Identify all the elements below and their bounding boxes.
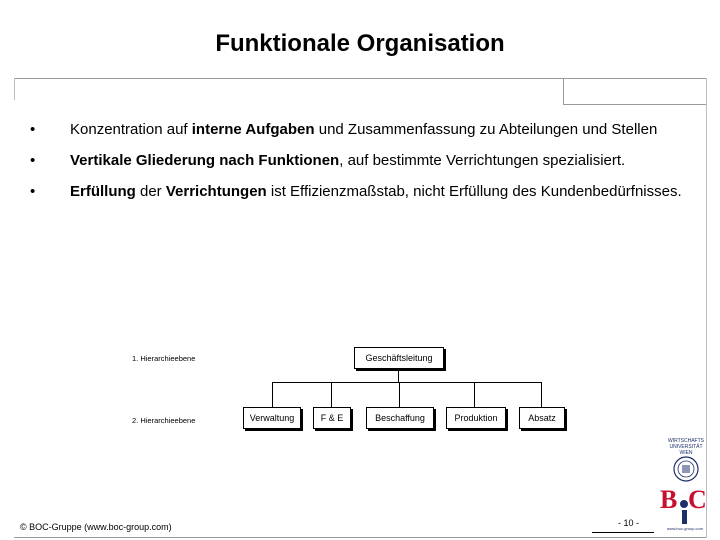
org-connector-horizontal [272,382,542,383]
org-box-department: Produktion [446,407,506,429]
svg-text:www.boc-group.com: www.boc-group.com [666,526,704,531]
copyright-footer: © BOC-Gruppe (www.boc-group.com) [20,522,172,532]
org-box-department: Beschaffung [366,407,434,429]
bullet-dot: • [30,152,36,169]
org-box-top: Geschäftsleitung [354,347,444,369]
org-connector-drop [541,382,542,407]
level1-label: 1. Hierarchieebene [132,354,196,363]
bold-phrase: Verrichtungen [165,183,267,200]
bullet-dot: • [30,121,36,138]
bullet-item: • Erfüllung der Verrichtungen ist Effizienzmaßstab, nicht Erfüllung des Kundenbedürfnisses. [30,183,682,200]
university-seal-logo [656,436,716,482]
org-connector-drop [331,382,332,407]
org-connector-vertical [398,369,399,382]
svg-text:B: B [660,485,678,514]
bold-phrase: Vertikale Gliederung nach Funktionen [70,152,340,169]
bold-phrase: interne Aufgaben [191,121,315,138]
org-connector-drop [474,382,475,407]
bold-phrase: Erfüllung [70,183,136,200]
page-title: Funktionale Organisation [215,30,505,57]
org-connector-drop [272,382,273,407]
bullet-item: • Konzentration auf interne Aufgaben und Zusammenfassung zu Abteilungen und Stellen [30,121,658,138]
org-box-department: F & E [313,407,351,429]
bullet-item: • Vertikale Gliederung nach Funktionen, auf bestimmte Verrichtungen spezialisiert. [30,152,626,169]
level2-label: 2. Hierarchieebene [132,416,196,425]
org-connector-drop [399,382,400,407]
svg-text:WIEN: WIEN [679,450,693,456]
svg-text:WIRTSCHAFTS: WIRTSCHAFTS [667,438,705,444]
bullet-list [30,120,710,213]
frame-left-tick [14,78,15,100]
svg-text:C: C [688,485,707,514]
boc-logo [658,484,712,532]
page-number: - 10 - [618,518,640,528]
org-box-department: Absatz [519,407,565,429]
org-box-department: Verwaltung [243,407,301,429]
frame-bottom-line [14,537,706,538]
page-number-underline [592,532,654,533]
frame-corner-box [563,78,707,105]
bullet-dot: • [30,183,36,200]
svg-text:UNIVERSITÄT: UNIVERSITÄT [669,444,703,450]
